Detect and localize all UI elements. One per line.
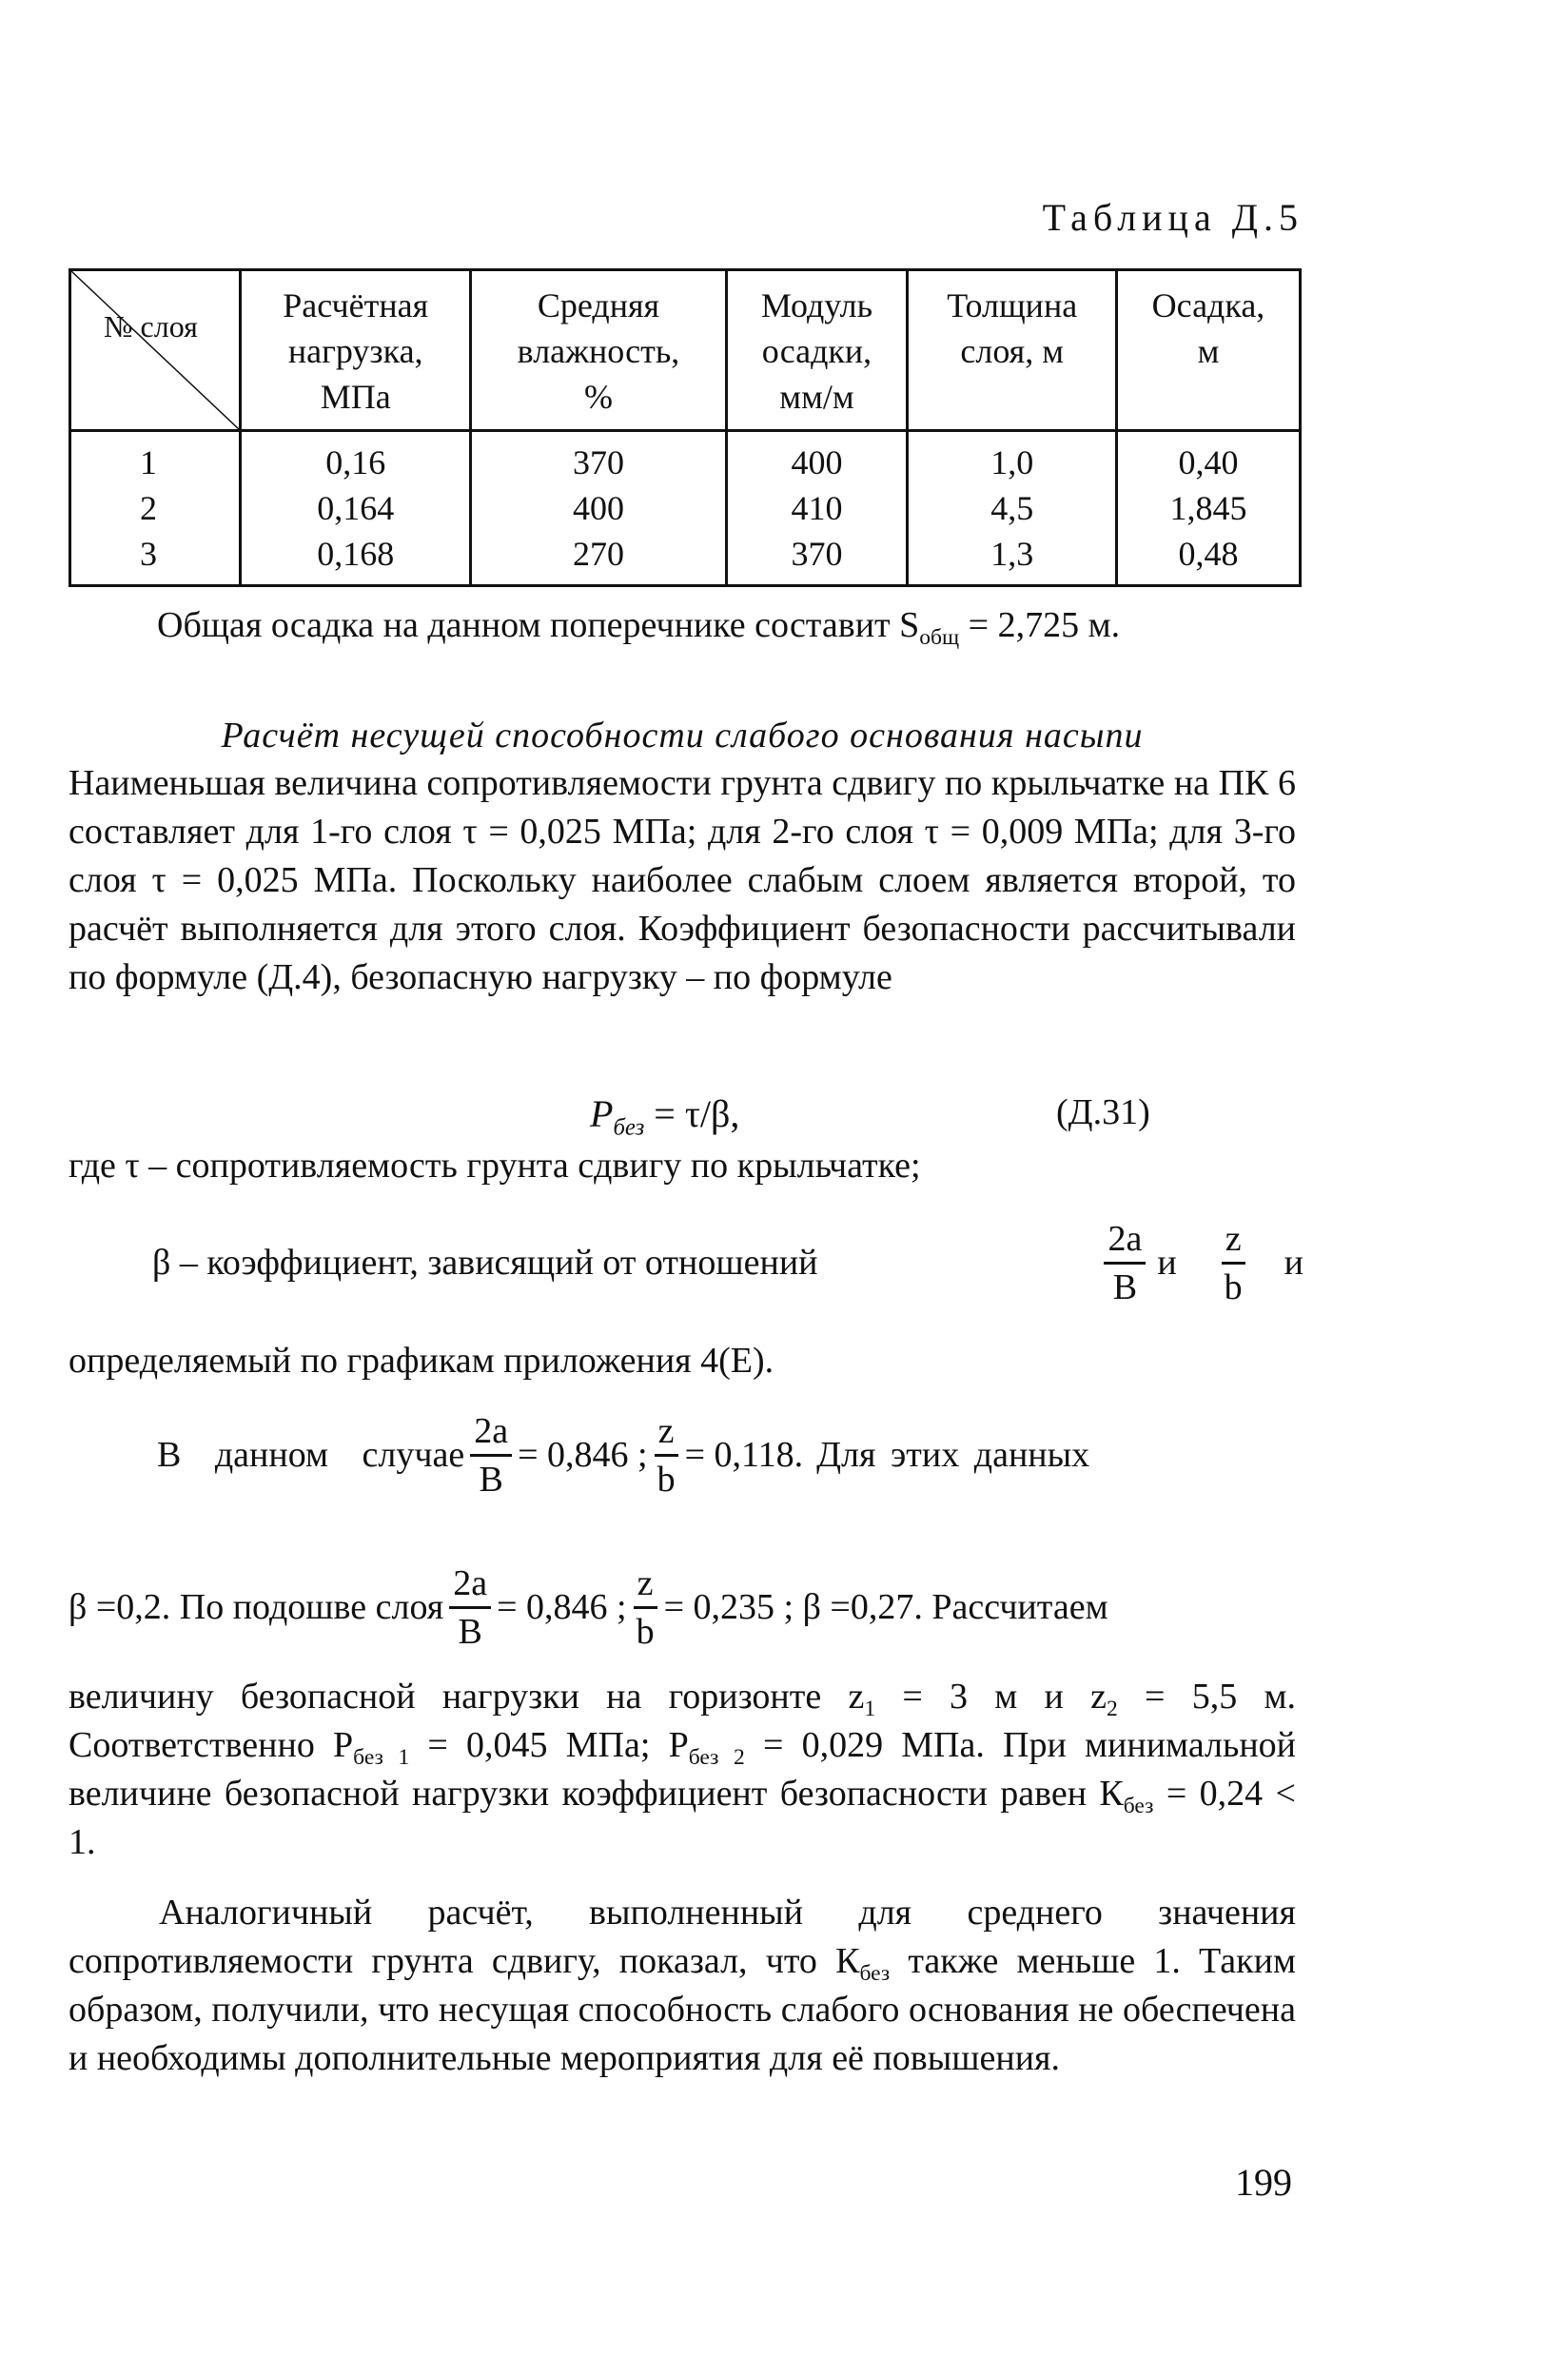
summary-subscript: общ: [919, 625, 960, 651]
table-cell: 0,164: [317, 489, 395, 527]
header-line: Средняя: [537, 286, 660, 324]
table-cell: 0,168: [317, 535, 395, 573]
header-average-moisture: [471, 270, 726, 431]
table-row: [70, 431, 1301, 586]
table-cell: 270: [572, 535, 624, 573]
average-moisture-cell: [471, 431, 726, 586]
ratio-2a-over-b: [470, 1408, 512, 1502]
page-number: 199: [1235, 2161, 1292, 2204]
conjunction: и: [1284, 1243, 1303, 1283]
table-cell: 1,3: [990, 535, 1034, 573]
formula-rhs: = τ/β,: [644, 1092, 740, 1135]
summary-value: = 2,725 м.: [959, 605, 1121, 645]
where-line: где τ – сопротивляемость грунта сдвигу по крыльчатке;: [69, 1146, 921, 1186]
header-line: м: [1197, 332, 1220, 370]
table-cell: 370: [572, 443, 624, 481]
section-heading: Расчёт несущей способности слабого основания насыпи: [221, 716, 1144, 756]
design-load-cell: [241, 431, 471, 586]
table-cell: 410: [791, 489, 843, 527]
header-line: слоя, м: [960, 332, 1064, 370]
subscript: 2: [1107, 1697, 1118, 1722]
summary-text: Общая осадка на данном поперечнике составит S: [157, 605, 920, 645]
subscript: без: [1123, 1794, 1154, 1819]
header-settlement: [1116, 270, 1300, 431]
text-run: = 0,24 < 1.: [69, 1774, 1296, 1862]
table-cell: 400: [572, 489, 624, 527]
case-value-2: = 0,118.: [684, 1435, 804, 1475]
layer-thickness-cell: [908, 431, 1117, 586]
case-prefix: В данном случае: [157, 1435, 465, 1475]
subscript: без 2: [688, 1745, 745, 1771]
paragraph-safe-load: [69, 1673, 1296, 1867]
table-cell: 0,40: [1178, 443, 1239, 481]
table-cell: 0,16: [325, 443, 386, 481]
table-cell: 0,48: [1178, 535, 1239, 573]
header-line: Расчётная: [283, 286, 429, 324]
fraction-numerator: z: [1222, 1216, 1245, 1265]
layer-number-cell: [70, 431, 241, 586]
header-label: № слоя: [104, 309, 198, 343]
sole-line: [69, 1560, 1296, 1655]
sole-prefix: β =0,2. По подошве слоя: [69, 1587, 444, 1627]
ratio-z-over-b: [633, 1560, 658, 1655]
table-cell: 1: [140, 443, 157, 481]
header-design-load: [241, 270, 471, 431]
header-layer-number: [70, 270, 241, 431]
table-header-row: [70, 270, 1301, 431]
text-run: = 3 м и z: [875, 1677, 1107, 1717]
text-run: = 0,045 МПа; P: [409, 1725, 689, 1765]
fraction-denominator: B: [1112, 1267, 1138, 1307]
fraction-numerator: z: [655, 1408, 678, 1457]
fraction-denominator: B: [458, 1612, 482, 1652]
text-run: = 0,029 МПа. При минимальной величине безопасной нагрузки коэффициент безопасности равен К: [69, 1725, 1297, 1814]
total-settlement-line: [157, 601, 1299, 650]
fraction-numerator: z: [634, 1560, 657, 1609]
text-run: также меньше 1. Таким образом, получили, что несущая способность слабого основания не обеспечена и необходимы дополнительные мероприятия для её повышения.: [69, 1941, 1296, 2078]
sole-value-2: = 0,235 ; β =0,27. Рассчитаем: [663, 1587, 1108, 1627]
fraction-numerator: 2a: [470, 1408, 512, 1457]
header-layer-thickness: [908, 270, 1117, 431]
paragraph-conclusion: [69, 1889, 1296, 2083]
ratio-2a-over-b: [1104, 1216, 1146, 1310]
subscript: без: [859, 1961, 891, 1987]
ratio-2a-over-b: [449, 1560, 491, 1655]
fraction-denominator: B: [479, 1460, 503, 1500]
table-cell: 2: [140, 489, 157, 527]
fraction-denominator: b: [657, 1460, 676, 1500]
text-run: = 5,5 м. Соответственно P: [69, 1677, 1296, 1765]
determined-line: определяемый по графикам приложения 4(Е).: [69, 1341, 774, 1381]
header-line: Толщина: [947, 286, 1078, 324]
header-line: Модуль: [760, 286, 873, 324]
table-caption: Таблица Д.5: [1042, 196, 1303, 239]
table-cell: 3: [140, 535, 157, 573]
table-cell: 1,0: [990, 443, 1034, 481]
settlement-modulus-cell: [726, 431, 908, 586]
case-value-1: = 0,846 ;: [518, 1435, 648, 1475]
header-line: МПа: [320, 378, 391, 416]
beta-line: [152, 1216, 1303, 1310]
text-run: Аналогичный расчёт, выполненный для среднего значения сопротивляемости грунта сдвигу, показал, что К: [69, 1893, 1296, 1981]
subscript: без 1: [353, 1745, 410, 1771]
fraction-denominator: b: [1224, 1267, 1243, 1307]
header-line: %: [583, 378, 613, 416]
formula-safe-load: [590, 1091, 740, 1141]
formula-lhs-subscript: без: [613, 1114, 645, 1141]
header-line: Осадка,: [1151, 286, 1265, 324]
table-cell: 4,5: [990, 489, 1034, 527]
header-line: нагрузка,: [287, 332, 423, 370]
ratio-z-over-b: [1221, 1216, 1246, 1310]
table-cell: 370: [791, 535, 843, 573]
formula-lhs: P: [590, 1092, 614, 1135]
sole-value-1: = 0,846 ;: [497, 1587, 627, 1627]
fraction-numerator: 2a: [449, 1560, 491, 1609]
fraction-numerator: 2a: [1104, 1216, 1146, 1265]
header-line: мм/м: [779, 378, 854, 416]
table-cell: 1,845: [1169, 489, 1247, 527]
ratio-z-over-b: [654, 1408, 679, 1502]
header-line: осадки,: [761, 332, 872, 370]
fraction-denominator: b: [636, 1612, 655, 1652]
case-suffix: Для этих данных: [816, 1435, 1090, 1475]
subscript: 1: [864, 1697, 876, 1722]
case-line: [157, 1408, 1299, 1502]
paragraph-shear-resistance: Наименьшая величина сопротивляемости грунта сдвигу по крыльчатке на ПК 6 составляет для 1-го слоя τ = 0,025 МПа; для 2-го слоя τ = 0,009 МПа; для 3-го слоя τ = 0,025 МПа. Поскольку наиболее слабым слоем является второй, то расчёт выполняется для этого слоя. Коэффициент безопасности рассчитывали по формуле (Д.4), безопасную нагрузку – по формуле: [69, 763, 1296, 997]
conjunction: и: [1157, 1243, 1177, 1283]
table-cell: 400: [791, 443, 843, 481]
formula-number: (Д.31): [1056, 1092, 1150, 1132]
beta-text: β – коэффициент, зависящий от отношений: [152, 1243, 818, 1283]
settlement-table: [69, 268, 1302, 587]
header-line: влажность,: [517, 332, 680, 370]
corner-diagonal-line: [71, 271, 239, 429]
text-run: величину безопасной нагрузки на горизонте z: [69, 1677, 865, 1717]
settlement-cell: [1116, 431, 1300, 586]
header-settlement-modulus: [726, 270, 908, 431]
